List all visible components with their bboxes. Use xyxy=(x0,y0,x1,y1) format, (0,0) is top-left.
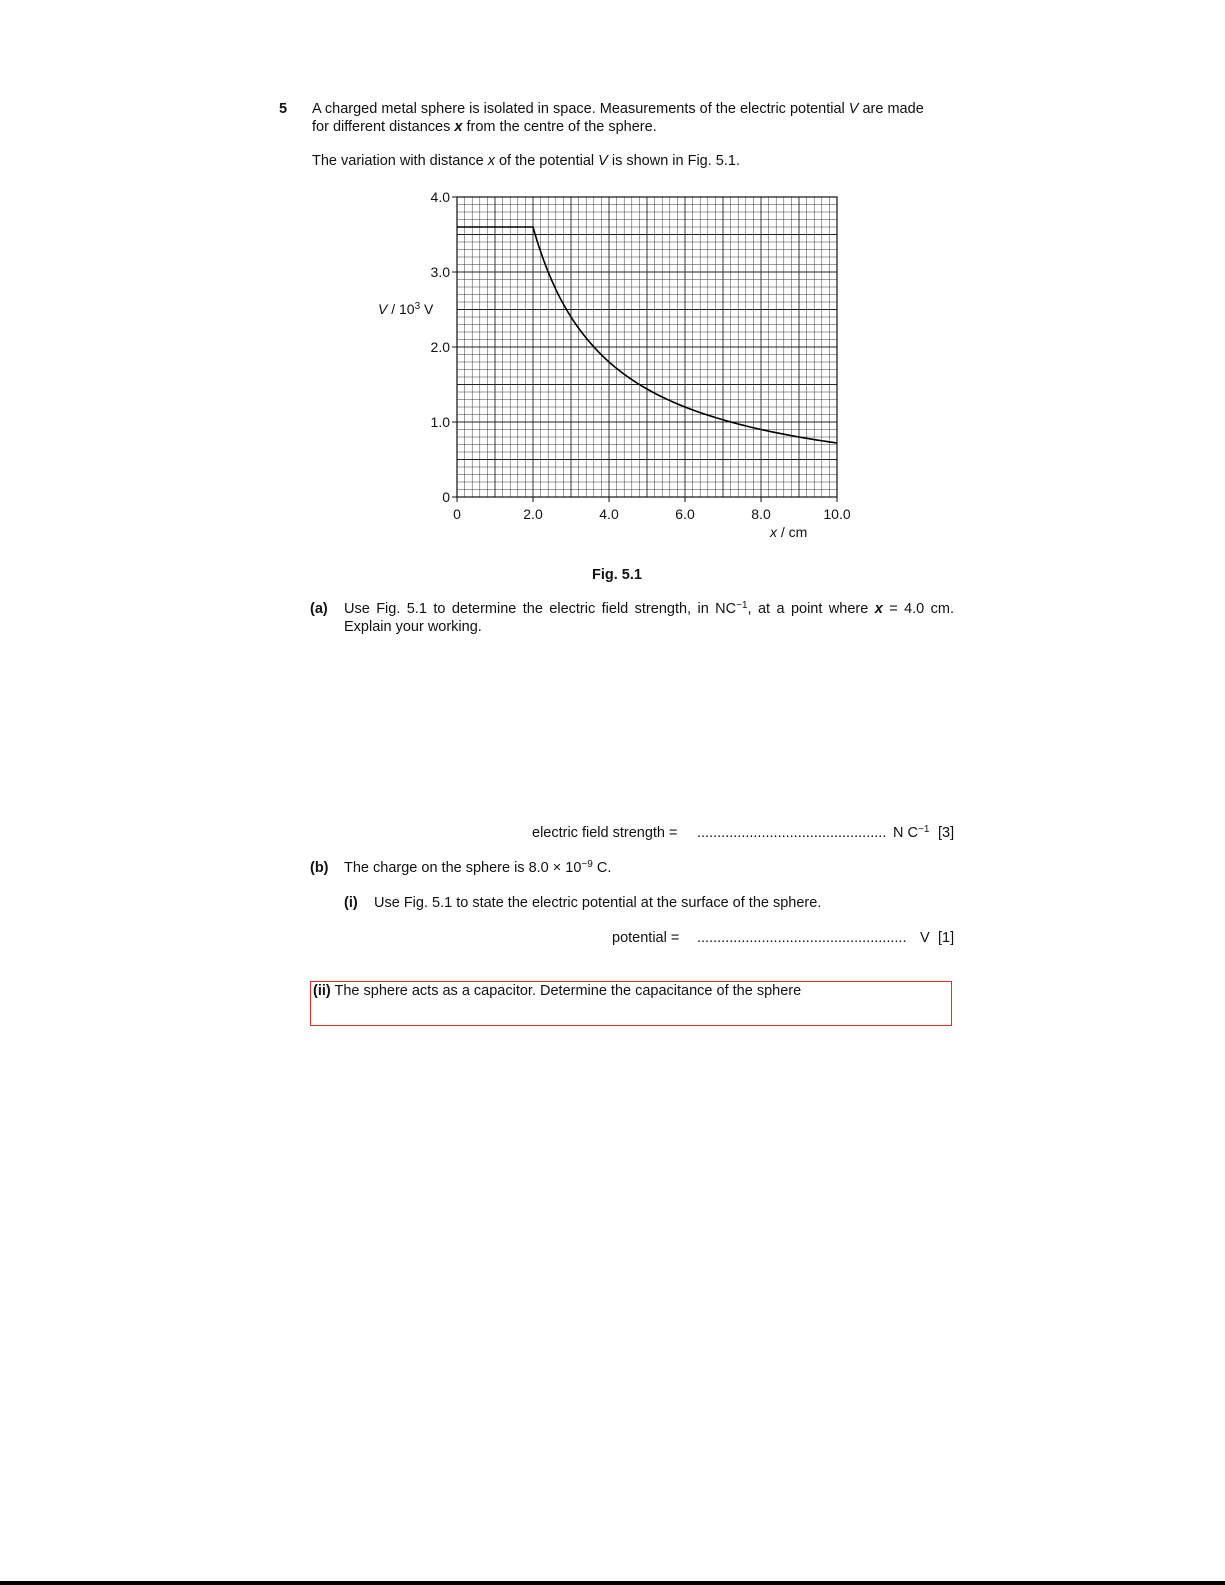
x-tick-label: 10.0 xyxy=(823,506,851,522)
part-a-question: Use Fig. 5.1 to determine the electric field strength, in $NC^{-1}$, at a point where x = 4.0 cm. xyxy=(344,600,954,617)
y-tick-label: 2.0 xyxy=(430,339,450,355)
x-tick-label: 6.0 xyxy=(675,506,695,522)
part-a-marks: [3] xyxy=(938,825,955,841)
question-intro-line2: for different distances x from the centre of the sphere. xyxy=(312,119,657,135)
page-bottom-rule xyxy=(0,1581,1225,1585)
question-intro-line1: A charged metal sphere is isolated in space. Measurements of the electric potential V are made xyxy=(312,101,924,117)
variation-text: The variation with distance x of the potential V is shown in Fig. 5.1. xyxy=(312,153,740,169)
potential-unit: V xyxy=(920,930,930,946)
y-tick-label: 3.0 xyxy=(430,264,450,280)
graph-axes xyxy=(431,189,851,522)
figure-caption: Fig. 5.1 xyxy=(592,567,642,583)
field-strength-unit: N $C^{-1}$ xyxy=(893,824,930,841)
sub-i-label: (i) xyxy=(344,895,358,911)
y-axis-label: V / $10^3$ V xyxy=(378,301,434,317)
graph-grid xyxy=(457,197,837,497)
potential-answer-line[interactable]: .................................................... xyxy=(697,930,907,946)
part-a-line2: Explain your working. xyxy=(344,619,482,635)
y-tick-label: 4.0 xyxy=(430,189,450,205)
part-b-question: The charge on the sphere is $8.0 \times 10^{-9}$ C. xyxy=(344,859,612,876)
sub-i-question: Use Fig. 5.1 to state the electric potential at the surface of the sphere. xyxy=(374,895,822,911)
x-tick-label: 0 xyxy=(453,506,461,522)
potential-answer-label: potential = xyxy=(612,930,680,946)
y-tick-label: 1.0 xyxy=(430,414,450,430)
sub-i-marks: [1] xyxy=(938,930,955,946)
x-tick-label: 8.0 xyxy=(751,506,771,522)
question-number: 5 xyxy=(279,101,288,117)
x-axis-label: x / cm xyxy=(770,524,808,540)
sub-ii-question: (ii) The sphere acts as a capacitor. Determine the capacitance of the sphere xyxy=(313,983,802,999)
x-tick-label: 4.0 xyxy=(599,506,619,522)
part-b-label: (b) xyxy=(310,860,329,876)
field-strength-answer-label: electric field strength = xyxy=(532,825,678,841)
part-a-label: (a) xyxy=(310,601,328,617)
x-tick-label: 2.0 xyxy=(523,506,543,522)
y-tick-label: 0 xyxy=(442,489,450,505)
potential-distance-graph xyxy=(370,185,860,550)
field-strength-answer-line[interactable]: ............................................... xyxy=(697,825,887,841)
